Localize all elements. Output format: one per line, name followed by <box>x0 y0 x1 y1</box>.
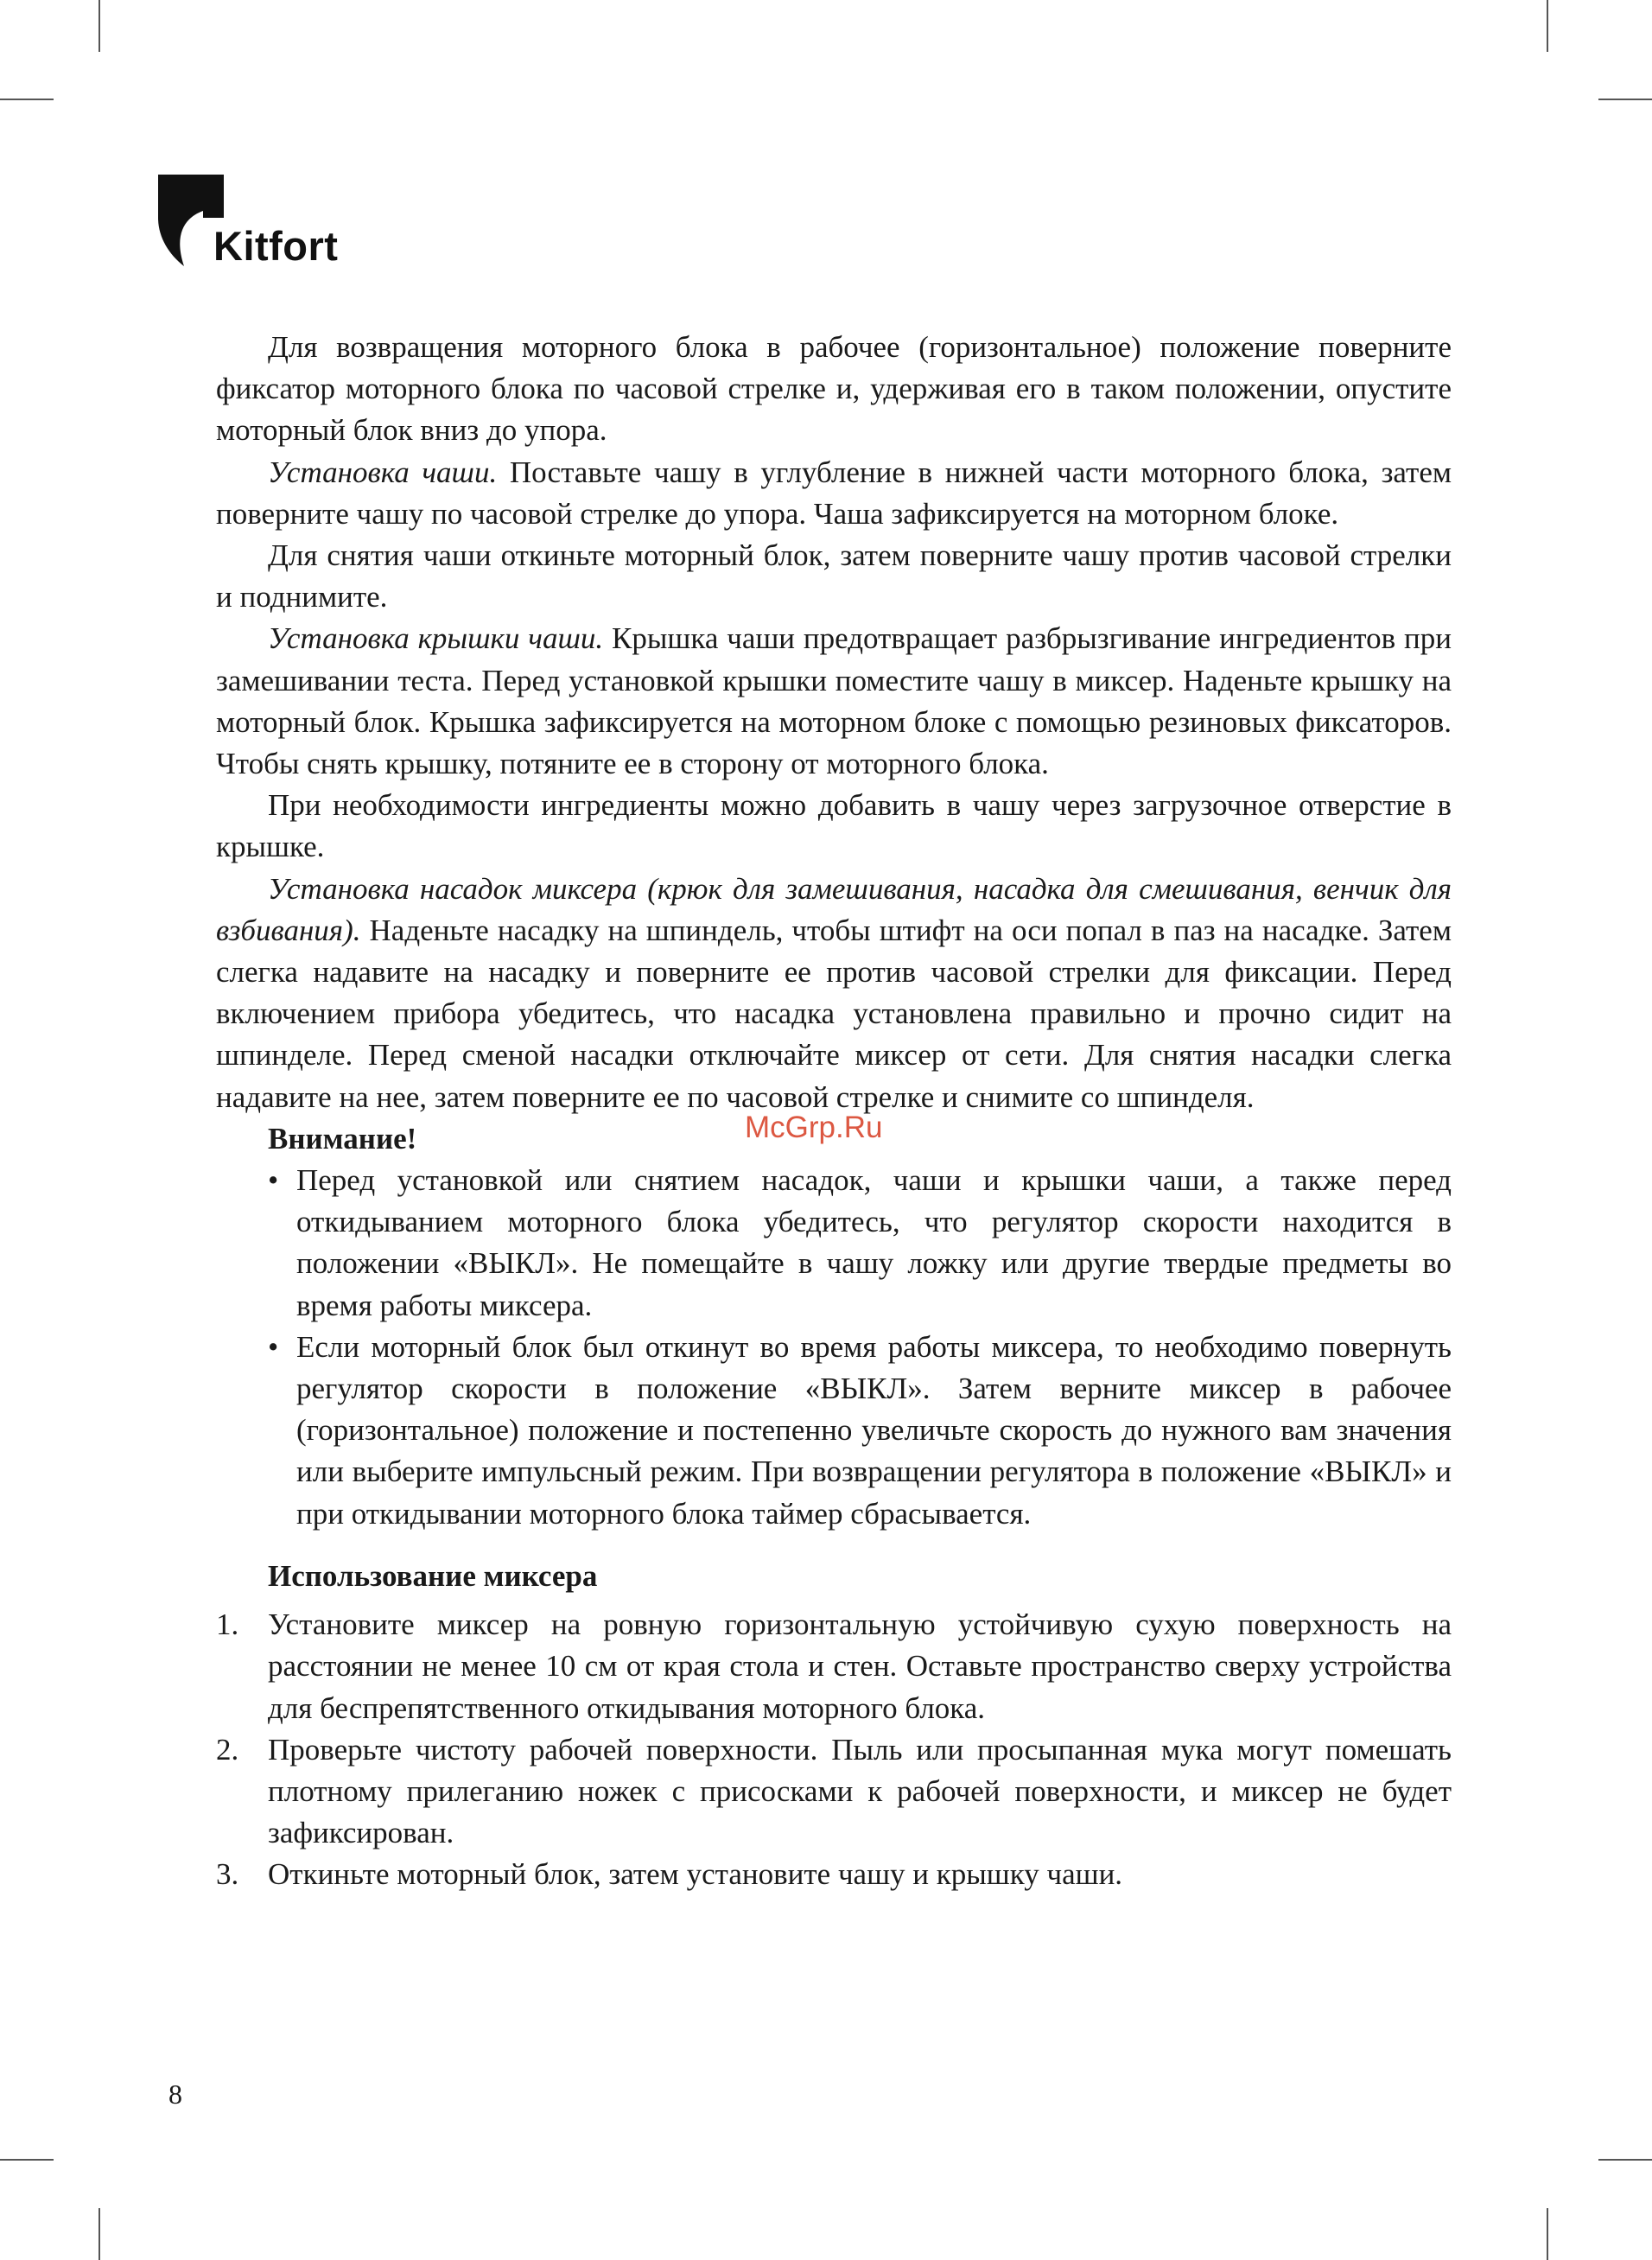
paragraph: Для возвращения моторного блока в рабочее (горизонтальное) положение поверните фиксатор моторного блока по часовой стрелке и, удерживая его в таком положении, опустите моторный блок вниз до упора. <box>216 330 1452 448</box>
paragraph: При необходимости ингредиенты можно добавить в чашу через загрузочное отверстие в крышке. <box>216 788 1452 864</box>
section-title: Использование миксера <box>268 1558 598 1593</box>
crop-mark <box>1547 0 1548 52</box>
subheading-italic: Установка крышки чаши. <box>268 621 604 656</box>
crop-mark <box>1547 2208 1548 2260</box>
list-item: • Перед установкой или снятием насадок, чаши и крышки чаши, а также перед откидыванием моторного блока убедитесь, что регулятор скорости находится в положении «ВЫКЛ». Не помещайте в чашу ложку или другие твердые предметы во время работы миксера. <box>296 1160 1452 1327</box>
list-item: 3. Откиньте моторный блок, затем установите чашу и крышку чаши. <box>268 1854 1452 1895</box>
subheading-italic: Установка чаши. <box>268 455 498 489</box>
attention-list <box>216 1160 1452 1535</box>
paragraph: Установка чаши. Поставьте чашу в углубление в нижней части моторного блока, затем поверните чашу по часовой стрелке до упора. Чаша зафиксируется на моторном блоке. <box>216 455 1452 531</box>
list-item: 2. Проверьте чистоту рабочей поверхности. Пыль или просыпанная мука могут помешать плотному прилеганию ножек с присосками к рабочей поверхности, и миксер не будет зафиксирован. <box>268 1729 1452 1855</box>
paragraph: Установка насадок миксера (крюк для замешивания, насадка для смешивания, венчик для взбивания). Наденьте насадку на шпиндель, чтобы штифт на оси попал в паз на насадке. Затем слегка надавите на насадку и поверните ее против часовой стрелки для фиксации. Перед включением прибора убедитесь, что насадка установлена правильно и прочно сидит на шпинделе. Перед сменой насадки отключайте миксер от сети. Для снятия насадки слегка надавите на нее, затем поверните ее по часовой стрелке и снимите со шпинделя. <box>216 871 1452 1114</box>
crop-mark <box>98 2208 100 2260</box>
crop-mark <box>1598 99 1652 100</box>
paragraph: Установка крышки чаши. Крышка чаши предотвращает разбрызгивание ингредиентов при замешивании теста. Перед установкой крышки поместите чашу в миксер. Наденьте крышку на моторный блок. Крышка зафиксируется на моторном блоке с помощью резиновых фиксаторов. Чтобы снять крышку, потяните ее в сторону от моторного блока. <box>216 621 1452 781</box>
crop-mark <box>0 2159 54 2161</box>
step-number: 3. <box>216 1857 239 1892</box>
step-number: 2. <box>216 1732 239 1767</box>
crop-mark <box>1598 2159 1652 2161</box>
watermark: McGrp.Ru <box>745 1111 883 1144</box>
crop-mark <box>98 0 100 52</box>
step-number: 1. <box>216 1607 239 1642</box>
list-item: • Если моторный блок был откинут во время работы миксера, то необходимо повернуть регулятор скорости в положение «ВЫКЛ». Затем верните миксер в рабочее (горизонтальное) положение и постепенно увеличьте скорость до нужного вам значения или выберите импульсный режим. При возвращении регулятора в положение «ВЫКЛ» и при откидывании моторного блока таймер сбрасывается. <box>296 1327 1452 1535</box>
crop-mark <box>0 99 54 100</box>
brand-name: Kitfort <box>213 223 339 269</box>
subheading-italic: Установка насадок миксера (крюк для замешивания, насадка для смешивания, венчик для взбивания). <box>216 871 1452 947</box>
paragraph: Для снятия чаши откиньте моторный блок, затем поверните чашу против часовой стрелки и поднимите. <box>216 538 1452 614</box>
attention-heading: Внимание! <box>268 1121 417 1155</box>
list-item: 1. Установите миксер на ровную горизонтальную устойчивую сухую поверхность на расстоянии не менее 10 см от края стола и стен. Оставьте пространство сверху устройства для беспрепятственного откидывания моторного блока. <box>268 1604 1452 1729</box>
page-number: 8 <box>168 2079 182 2110</box>
usage-steps <box>216 1604 1452 1895</box>
